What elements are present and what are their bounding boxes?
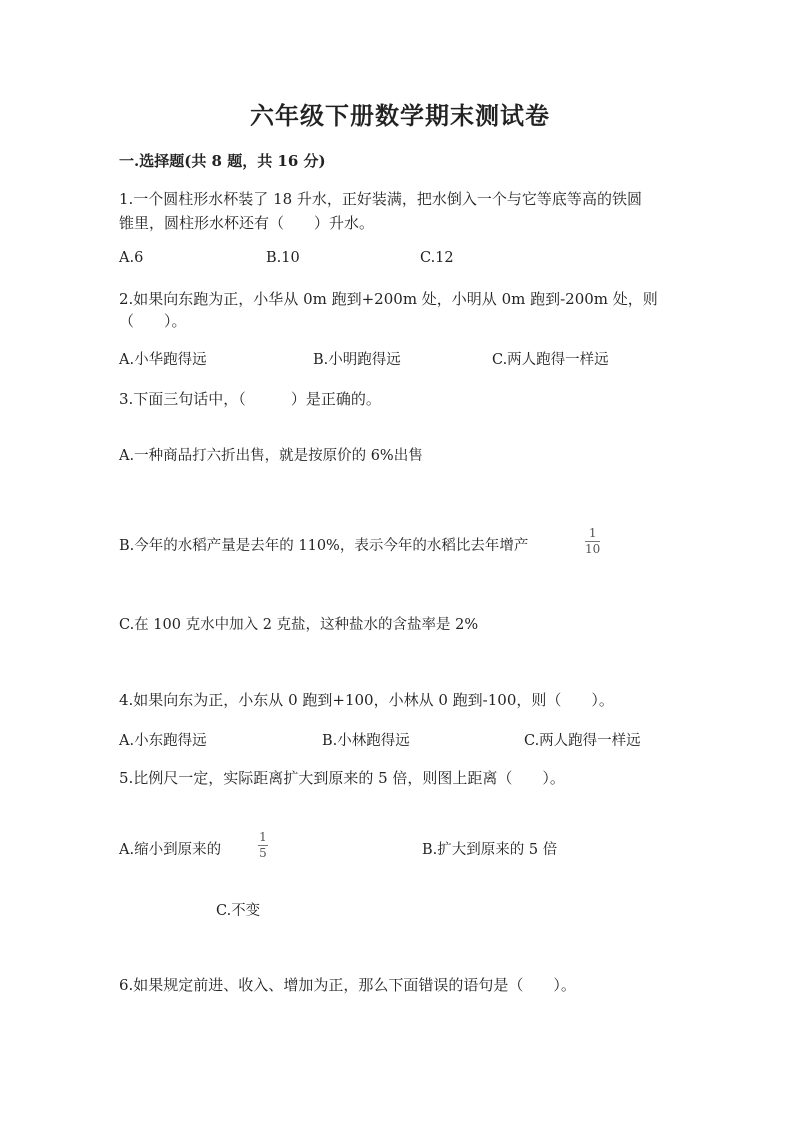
question-2-option-a: A.小华跑得远	[119, 352, 207, 368]
question-1-option-c: C.12	[420, 250, 454, 266]
question-3-option-b: B.今年的水稻产量是去年的 110%，表示今年的水稻比去年增产	[119, 538, 529, 554]
question-5-stem: 5.比例尺一定，实际距离扩大到原来的 5 倍，则图上距离（ ）。	[119, 769, 565, 787]
page-title: 六年级下册数学期末测试卷	[250, 101, 550, 130]
question-2-option-b: B.小明跑得远	[313, 352, 401, 368]
question-3-stem: 3.下面三句话中，（ ）是正确的。	[119, 390, 381, 408]
question-5-option-a-fraction	[258, 831, 268, 859]
question-5-option-b: B.扩大到原来的 5 倍	[422, 842, 558, 858]
question-2-line-2: （ ）。	[119, 312, 187, 330]
question-3-option-b-fraction	[585, 527, 600, 555]
question-4-stem: 4.如果向东为正，小东从 0 跑到+100，小林从 0 跑到-100，则（ ）。	[119, 691, 614, 709]
fraction-denominator: 10	[585, 541, 601, 556]
question-2-option-c: C.两人跑得一样远	[492, 352, 609, 368]
question-2-line-1: 2.如果向东跑为正，小华从 0m 跑到+200m 处，小明从 0m 跑到-200m 处，则	[119, 290, 658, 308]
question-1-option-a: A.6	[119, 250, 144, 266]
question-4-option-b: B.小林跑得远	[322, 733, 410, 749]
fraction-numerator: 1	[259, 830, 267, 844]
question-4-option-a: A.小东跑得远	[119, 733, 207, 749]
question-5-option-c: C.不变	[216, 903, 261, 919]
question-1-option-b: B.10	[266, 250, 300, 266]
fraction-numerator: 1	[588, 526, 597, 540]
question-6-stem: 6.如果规定前进、收入、增加为正，那么下面错误的语句是（ ）。	[119, 976, 576, 994]
question-1-line-1: 1.一个圆柱形水杯装了 18 升水，正好装满，把水倒入一个与它等底等高的铁圆	[119, 190, 642, 208]
question-4-option-c: C.两人跑得一样远	[524, 733, 641, 749]
question-5-option-a: A.缩小到原来的	[119, 842, 222, 858]
fraction-denominator: 5	[259, 845, 267, 860]
question-3-option-a: A.一种商品打六折出售，就是按原价的 6%出售	[119, 448, 423, 464]
question-1-line-2: 锥里，圆柱形水杯还有（ ）升水。	[119, 214, 375, 232]
question-3-option-c: C.在 100 克水中加入 2 克盐，这种盐水的含盐率是 2%	[119, 617, 479, 633]
section-heading: 一.选择题(共 8 题，共 16 分)	[119, 152, 326, 170]
